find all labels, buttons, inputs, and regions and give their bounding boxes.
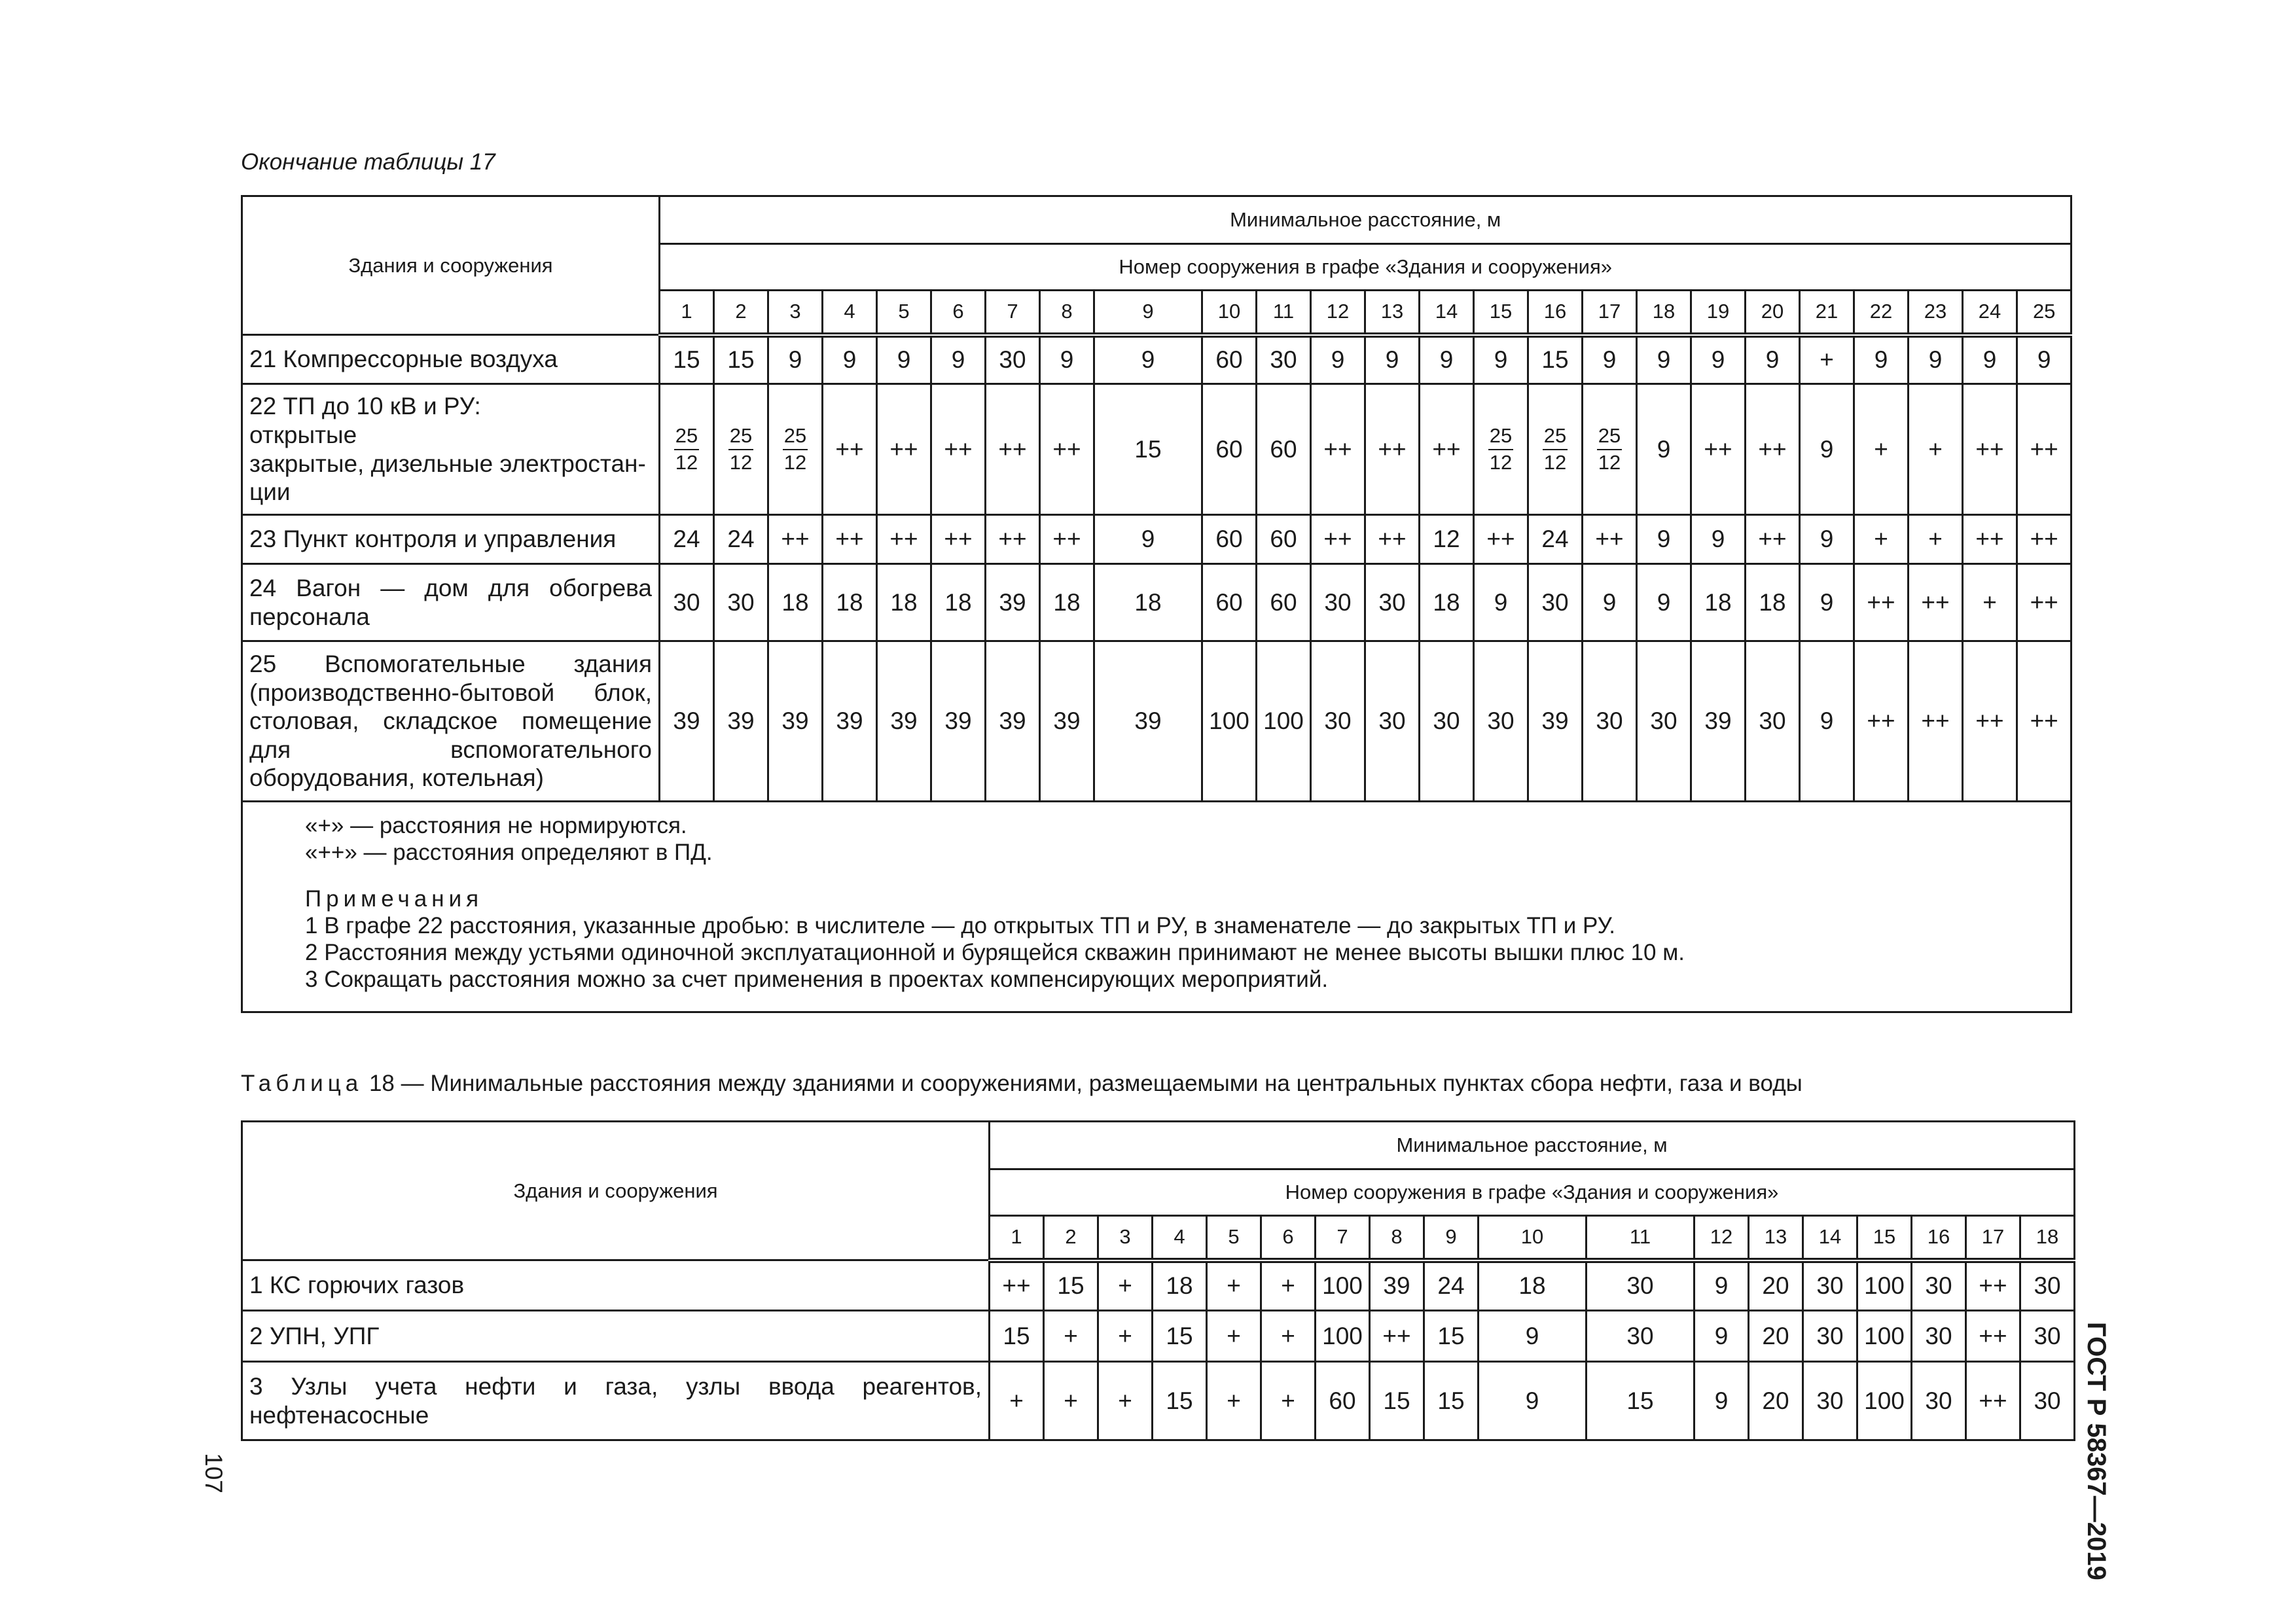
cell-value: ++	[2017, 515, 2072, 564]
cell-value: 15	[1094, 384, 1202, 515]
cell-value: 18	[1479, 1260, 1587, 1311]
cell-value: 30	[2020, 1362, 2075, 1440]
cell-value: 30	[1420, 641, 1474, 802]
cell-value: 100	[1257, 641, 1311, 802]
column-number: 8	[1040, 291, 1094, 335]
column-number: 13	[1749, 1216, 1803, 1260]
cell-value: +	[990, 1362, 1044, 1440]
column-number: 17	[1583, 291, 1637, 335]
cell-value: ++	[2017, 384, 2072, 515]
cell-value: 39	[1691, 641, 1746, 802]
cell-value: 30	[660, 564, 714, 641]
cell-value: ++	[1365, 384, 1420, 515]
note-line: 2 Расстояния между устьями одиночной эксплуатационной и бурящейся скважин принимают не менее высоты вышки плюс 10 м.	[305, 939, 1685, 965]
cell-value: ++	[1963, 384, 2017, 515]
cell-value: ++	[768, 515, 823, 564]
cell-value: 9	[1637, 384, 1691, 515]
cell-value: 39	[1370, 1260, 1424, 1311]
row-name: 25 Вспомогательные здания (производственно-бытовой блок, столовая, складское помещение для вспомогательного оборудования, котельная)	[242, 641, 660, 802]
cell-value: 18	[1746, 564, 1800, 641]
cell-value: 9	[823, 335, 877, 384]
cell-value: 30	[1803, 1311, 1857, 1362]
cell-value: 9	[1094, 335, 1202, 384]
table-18-title: Таблица 18 — Минимальные расстояния между зданиями и сооружениями, размещаемыми на центральных пунктах сбора нефти, газа и воды	[241, 1071, 1803, 1096]
note-line: 3 Сокращать расстояния можно за счет применения в проектах компенсирующих мероприятий.	[305, 966, 1329, 992]
cell-value: 60	[1202, 335, 1257, 384]
cell-value: 39	[986, 564, 1040, 641]
cell-value: +	[1909, 384, 1963, 515]
cell-value: 39	[1094, 641, 1202, 802]
cell-value: 9	[1479, 1362, 1587, 1440]
cell-value: 39	[714, 641, 768, 802]
column-number: 6	[931, 291, 986, 335]
cell-value: +	[1207, 1362, 1261, 1440]
cell-value: 18	[1691, 564, 1746, 641]
cell-value: 100	[1202, 641, 1257, 802]
row-name: 3 Узлы учета нефти и газа, узлы ввода реагентов, нефтенасосные	[242, 1362, 990, 1440]
cell-value: +	[1098, 1311, 1153, 1362]
cell-value: ++	[1691, 384, 1746, 515]
cell-value: 30	[1528, 564, 1583, 641]
column-number: 11	[1257, 291, 1311, 335]
fraction-value: $\frac{25}{12}$	[783, 424, 807, 474]
cell-value: 9	[1695, 1311, 1749, 1362]
cell-value: +	[1261, 1311, 1316, 1362]
cell-value: 9	[1909, 335, 1963, 384]
cell-value: 18	[768, 564, 823, 641]
cell-value: 30	[1257, 335, 1311, 384]
cell-value: +	[1261, 1362, 1316, 1440]
cell-value: 18	[1420, 564, 1474, 641]
cell-value: ++	[1040, 515, 1094, 564]
cell-value: 9	[1800, 641, 1854, 802]
cell-value: 24	[1424, 1260, 1479, 1311]
column-number: 19	[1691, 291, 1746, 335]
table-row	[242, 335, 2072, 384]
fraction-value: $\frac{25}{12}$	[1489, 424, 1513, 474]
cell-value: ++	[1966, 1260, 2020, 1311]
column-number: 9	[1424, 1216, 1479, 1260]
table-row	[242, 1362, 2075, 1440]
column-number: 3	[1098, 1216, 1153, 1260]
column-number: 12	[1695, 1216, 1749, 1260]
header-min-distance: Минимальное расстояние, м	[990, 1122, 2075, 1169]
cell-value: 9	[1365, 335, 1420, 384]
cell-value: 9	[877, 335, 931, 384]
cell-value	[1474, 384, 1528, 515]
cell-value: 9	[1474, 564, 1528, 641]
cell-value: 60	[1202, 515, 1257, 564]
column-number: 5	[877, 291, 931, 335]
cell-value: 30	[1803, 1362, 1857, 1440]
cell-value: 9	[1963, 335, 2017, 384]
cell-value: ++	[1966, 1311, 2020, 1362]
cell-value: +	[1098, 1260, 1153, 1311]
cell-value: 9	[1691, 515, 1746, 564]
cell-value: 9	[768, 335, 823, 384]
column-number: 1	[660, 291, 714, 335]
row-name: 23 Пункт контроля и управления	[242, 515, 660, 564]
cell-value: ++	[931, 384, 986, 515]
table-row	[242, 641, 2072, 802]
cell-value: 9	[1854, 335, 1909, 384]
column-number: 7	[986, 291, 1040, 335]
cell-value: ++	[1966, 1362, 2020, 1440]
cell-value: ++	[877, 515, 931, 564]
header-structure-number: Номер сооружения в графе «Здания и сооружения»	[990, 1169, 2075, 1216]
cell-value: ++	[1311, 384, 1365, 515]
cell-value: 30	[1587, 1260, 1695, 1311]
cell-value: 60	[1202, 564, 1257, 641]
table-notes	[242, 802, 2072, 1012]
row-name: 21 Компрессорные воздуха	[242, 335, 660, 384]
cell-value: 18	[823, 564, 877, 641]
table-17	[241, 195, 2072, 1013]
row-name: 1 КС горючих газов	[242, 1260, 990, 1311]
column-number: 22	[1854, 291, 1909, 335]
cell-value: 24	[1528, 515, 1583, 564]
cell-value: ++	[2017, 641, 2072, 802]
cell-value: +	[1207, 1311, 1261, 1362]
cell-value: 15	[1587, 1362, 1695, 1440]
cell-value: 9	[1583, 335, 1637, 384]
cell-value: 39	[1528, 641, 1583, 802]
cell-value: 100	[1857, 1311, 1912, 1362]
cell-value: 30	[2020, 1260, 2075, 1311]
cell-value: ++	[1963, 641, 2017, 802]
cell-value: 30	[1474, 641, 1528, 802]
column-number: 6	[1261, 1216, 1316, 1260]
cell-value: 39	[986, 641, 1040, 802]
cell-value: 60	[1257, 564, 1311, 641]
column-number: 1	[990, 1216, 1044, 1260]
cell-value: 30	[1912, 1362, 1966, 1440]
cell-value: 30	[1912, 1311, 1966, 1362]
row-name: 2 УПН, УПГ	[242, 1311, 990, 1362]
cell-value: ++	[2017, 564, 2072, 641]
cell-value: 30	[1311, 564, 1365, 641]
cell-value: 39	[877, 641, 931, 802]
cell-value: 15	[990, 1311, 1044, 1362]
cell-value: 39	[660, 641, 714, 802]
cell-value: 30	[986, 335, 1040, 384]
cell-value: 30	[714, 564, 768, 641]
column-number: 13	[1365, 291, 1420, 335]
cell-value: 30	[1912, 1260, 1966, 1311]
cell-value: 15	[1528, 335, 1583, 384]
cell-value: 9	[1474, 335, 1528, 384]
table-row	[242, 384, 2072, 515]
row-name-line: открытые	[249, 421, 357, 448]
fraction-value: $\frac{25}{12}$	[729, 424, 753, 474]
column-number: 3	[768, 291, 823, 335]
cell-value: 30	[1583, 641, 1637, 802]
column-header-buildings: Здания и сооружения	[242, 196, 660, 335]
column-number: 10	[1202, 291, 1257, 335]
cell-value: 9	[1583, 564, 1637, 641]
cell-value: 39	[931, 641, 986, 802]
cell-value: ++	[986, 515, 1040, 564]
cell-value: ++	[1963, 515, 2017, 564]
cell-value: ++	[1370, 1311, 1424, 1362]
table-row	[242, 1311, 2075, 1362]
column-number: 23	[1909, 291, 1963, 335]
cell-value: 9	[2017, 335, 2072, 384]
cell-value: 100	[1316, 1260, 1370, 1311]
cell-value: 9	[1746, 335, 1800, 384]
column-number: 14	[1803, 1216, 1857, 1260]
cell-value: ++	[1040, 384, 1094, 515]
table-18	[241, 1120, 2075, 1441]
cell-value: ++	[1746, 384, 1800, 515]
cell-value: 18	[931, 564, 986, 641]
cell-value: ++	[931, 515, 986, 564]
cell-value: 12	[1420, 515, 1474, 564]
cell-value: 9	[1637, 335, 1691, 384]
cell-value: 30	[1637, 641, 1691, 802]
column-number: 2	[714, 291, 768, 335]
fraction-value: $\frac{25}{12}$	[1598, 424, 1621, 474]
column-number: 18	[1637, 291, 1691, 335]
cell-value: ++	[1474, 515, 1528, 564]
table-row	[242, 515, 2072, 564]
cell-value: ++	[986, 384, 1040, 515]
column-number: 12	[1311, 291, 1365, 335]
cell-value: 9	[1479, 1311, 1587, 1362]
page-number: 107	[200, 1453, 227, 1493]
cell-value: 100	[1316, 1311, 1370, 1362]
cell-value: 100	[1857, 1260, 1912, 1311]
column-number: 16	[1528, 291, 1583, 335]
column-number: 8	[1370, 1216, 1424, 1260]
cell-value: ++	[823, 384, 877, 515]
header-structure-number: Номер сооружения в графе «Здания и сооружения»	[660, 244, 2072, 291]
cell-value: 39	[823, 641, 877, 802]
legend-line: «+» — расстояния не нормируются.	[305, 813, 687, 838]
cell-value: 9	[1691, 335, 1746, 384]
cell-value: 15	[1044, 1260, 1098, 1311]
cell-value: 39	[1040, 641, 1094, 802]
column-number: 14	[1420, 291, 1474, 335]
column-number: 4	[1153, 1216, 1207, 1260]
cell-value: +	[1854, 384, 1909, 515]
cell-value	[1528, 384, 1583, 515]
cell-value: +	[1044, 1362, 1098, 1440]
fraction-value: $\frac{25}{12}$	[1543, 424, 1567, 474]
table-17-caption: Окончание таблицы 17	[241, 149, 495, 175]
column-number: 4	[823, 291, 877, 335]
column-number: 10	[1479, 1216, 1587, 1260]
cell-value: 60	[1257, 515, 1311, 564]
cell-value: 15	[1153, 1362, 1207, 1440]
column-number: 7	[1316, 1216, 1370, 1260]
row-name-line: ции	[249, 478, 291, 506]
cell-value: ++	[1746, 515, 1800, 564]
cell-value: 30	[2020, 1311, 2075, 1362]
fraction-value: $\frac{25}{12}$	[675, 424, 698, 474]
cell-value: 9	[1311, 335, 1365, 384]
cell-value: +	[1854, 515, 1909, 564]
cell-value: 9	[1040, 335, 1094, 384]
cell-value: 30	[1587, 1311, 1695, 1362]
cell-value: 60	[1202, 384, 1257, 515]
cell-value: 9	[931, 335, 986, 384]
cell-value: 30	[1365, 564, 1420, 641]
notes-title: Примечания	[305, 885, 484, 912]
cell-value: ++	[1583, 515, 1637, 564]
cell-value: 20	[1749, 1311, 1803, 1362]
cell-value: 9	[1094, 515, 1202, 564]
cell-value: 20	[1749, 1260, 1803, 1311]
cell-value: +	[1909, 515, 1963, 564]
cell-value: ++	[1420, 384, 1474, 515]
cell-value: ++	[1909, 641, 1963, 802]
column-number: 5	[1207, 1216, 1261, 1260]
cell-value: 30	[1803, 1260, 1857, 1311]
cell-value: ++	[877, 384, 931, 515]
header-min-distance: Минимальное расстояние, м	[660, 196, 2072, 244]
cell-value: +	[1207, 1260, 1261, 1311]
cell-value: ++	[1854, 641, 1909, 802]
cell-value: ++	[1854, 564, 1909, 641]
cell-value: +	[1800, 335, 1854, 384]
cell-value: 9	[1800, 384, 1854, 515]
cell-value: 18	[1153, 1260, 1207, 1311]
note-line: 1 В графе 22 расстояния, указанные дробью: в числителе — до открытых ТП и РУ, в знаменателе — до закрытых ТП и РУ.	[305, 912, 1615, 938]
column-number: 15	[1474, 291, 1528, 335]
row-name	[242, 384, 660, 515]
cell-value: 9	[1800, 564, 1854, 641]
cell-value: 30	[1746, 641, 1800, 802]
column-number: 21	[1800, 291, 1854, 335]
cell-value: 15	[1424, 1362, 1479, 1440]
column-number: 9	[1094, 291, 1202, 335]
cell-value: 30	[1311, 641, 1365, 802]
cell-value: ++	[823, 515, 877, 564]
cell-value: 9	[1800, 515, 1854, 564]
cell-value: 30	[1365, 641, 1420, 802]
cell-value: 9	[1637, 515, 1691, 564]
cell-value: +	[1963, 564, 2017, 641]
cell-value: 18	[1040, 564, 1094, 641]
cell-value: 15	[714, 335, 768, 384]
cell-value: +	[1261, 1260, 1316, 1311]
cell-value: 20	[1749, 1362, 1803, 1440]
row-name-line: 22 ТП до 10 кВ и РУ:	[249, 393, 481, 420]
cell-value: 15	[1424, 1311, 1479, 1362]
legend-line: «++» — расстояния определяют в ПД.	[305, 839, 713, 865]
column-number: 18	[2020, 1216, 2075, 1260]
table-row	[242, 564, 2072, 641]
cell-value: 18	[877, 564, 931, 641]
cell-value: ++	[990, 1260, 1044, 1311]
cell-value: 60	[1257, 384, 1311, 515]
document-code: ГОСТ Р 58367—2019	[2082, 1322, 2111, 1580]
cell-value: 15	[1370, 1362, 1424, 1440]
column-number: 20	[1746, 291, 1800, 335]
column-number: 15	[1857, 1216, 1912, 1260]
row-name: 24 Вагон — дом для обогрева персонала	[242, 564, 660, 641]
cell-value: ++	[1909, 564, 1963, 641]
column-header-buildings: Здания и сооружения	[242, 1122, 990, 1260]
cell-value: +	[1098, 1362, 1153, 1440]
cell-value: 9	[1695, 1260, 1749, 1311]
table-row	[242, 1260, 2075, 1311]
cell-value: ++	[1311, 515, 1365, 564]
cell-value: 9	[1695, 1362, 1749, 1440]
column-number: 11	[1587, 1216, 1695, 1260]
cell-value: ++	[1365, 515, 1420, 564]
column-number: 25	[2017, 291, 2072, 335]
cell-value: +	[1044, 1311, 1098, 1362]
cell-value: 15	[1153, 1311, 1207, 1362]
cell-value: 15	[660, 335, 714, 384]
cell-value	[1583, 384, 1637, 515]
cell-value: 60	[1316, 1362, 1370, 1440]
cell-value	[714, 384, 768, 515]
cell-value	[660, 384, 714, 515]
cell-value: 24	[660, 515, 714, 564]
cell-value	[768, 384, 823, 515]
cell-value: 18	[1094, 564, 1202, 641]
cell-value: 9	[1420, 335, 1474, 384]
column-number: 2	[1044, 1216, 1098, 1260]
row-name-line: закрытые, дизельные электростан-	[249, 450, 646, 477]
cell-value: 100	[1857, 1362, 1912, 1440]
column-number: 16	[1912, 1216, 1966, 1260]
cell-value: 24	[714, 515, 768, 564]
column-number: 17	[1966, 1216, 2020, 1260]
cell-value: 39	[768, 641, 823, 802]
column-number: 24	[1963, 291, 2017, 335]
cell-value: 9	[1637, 564, 1691, 641]
